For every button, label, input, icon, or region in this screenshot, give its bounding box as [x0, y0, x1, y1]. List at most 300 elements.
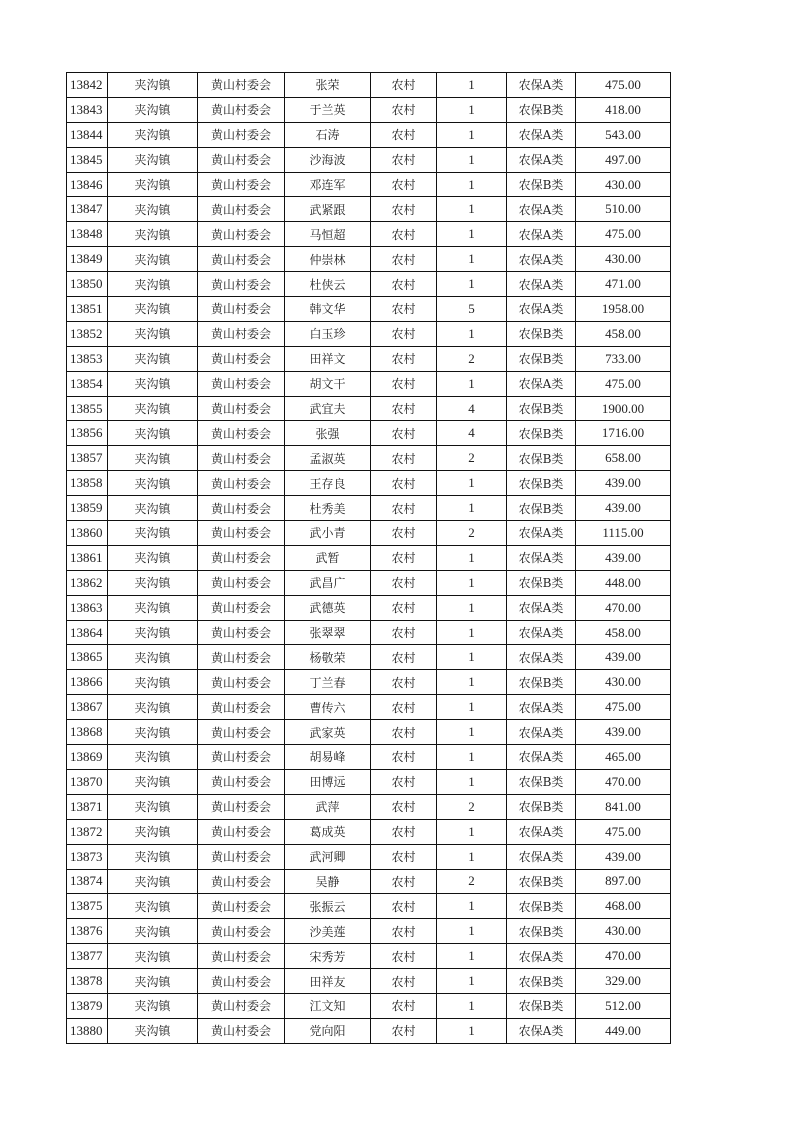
village-committee-cell: 黄山村委会	[198, 944, 285, 969]
town-cell: 夹沟镇	[108, 247, 198, 272]
area-type-cell: 农村	[371, 147, 437, 172]
insurance-category-cell: 农保A类	[507, 819, 576, 844]
amount-cell: 841.00	[576, 794, 671, 819]
table-row	[67, 670, 671, 695]
household-count-cell: 4	[437, 421, 507, 446]
household-count-cell: 1	[437, 471, 507, 496]
town-cell: 夹沟镇	[108, 720, 198, 745]
town-cell: 夹沟镇	[108, 272, 198, 297]
person-name-cell: 胡易峰	[285, 745, 371, 770]
town-cell: 夹沟镇	[108, 496, 198, 521]
table-row	[67, 745, 671, 770]
town-cell: 夹沟镇	[108, 944, 198, 969]
amount-cell: 439.00	[576, 645, 671, 670]
insurance-category-cell: 农保B类	[507, 396, 576, 421]
area-type-cell: 农村	[371, 73, 437, 98]
town-cell: 夹沟镇	[108, 471, 198, 496]
household-count-cell: 1	[437, 894, 507, 919]
record-id-cell: 13847	[67, 197, 108, 222]
household-count-cell: 1	[437, 993, 507, 1018]
record-id-cell: 13880	[67, 1018, 108, 1043]
person-name-cell: 武小青	[285, 521, 371, 546]
table-row	[67, 97, 671, 122]
amount-cell: 458.00	[576, 321, 671, 346]
household-count-cell: 5	[437, 297, 507, 322]
record-id-cell: 13874	[67, 869, 108, 894]
area-type-cell: 农村	[371, 670, 437, 695]
household-count-cell: 1	[437, 645, 507, 670]
village-committee-cell: 黄山村委会	[198, 969, 285, 994]
table-row	[67, 695, 671, 720]
area-type-cell: 农村	[371, 545, 437, 570]
person-name-cell: 王存良	[285, 471, 371, 496]
area-type-cell: 农村	[371, 944, 437, 969]
area-type-cell: 农村	[371, 247, 437, 272]
area-type-cell: 农村	[371, 446, 437, 471]
village-committee-cell: 黄山村委会	[198, 172, 285, 197]
record-id-cell: 13862	[67, 570, 108, 595]
household-count-cell: 1	[437, 944, 507, 969]
area-type-cell: 农村	[371, 371, 437, 396]
village-committee-cell: 黄山村委会	[198, 197, 285, 222]
village-committee-cell: 黄山村委会	[198, 471, 285, 496]
table-row	[67, 919, 671, 944]
town-cell: 夹沟镇	[108, 97, 198, 122]
record-id-cell: 13867	[67, 695, 108, 720]
record-id-cell: 13864	[67, 620, 108, 645]
insurance-category-cell: 农保A类	[507, 521, 576, 546]
household-count-cell: 1	[437, 919, 507, 944]
person-name-cell: 武紧跟	[285, 197, 371, 222]
amount-cell: 430.00	[576, 172, 671, 197]
record-id-cell: 13848	[67, 222, 108, 247]
insurance-category-cell: 农保A类	[507, 620, 576, 645]
table-row	[67, 297, 671, 322]
person-name-cell: 孟淑英	[285, 446, 371, 471]
amount-cell: 329.00	[576, 969, 671, 994]
amount-cell: 470.00	[576, 944, 671, 969]
amount-cell: 418.00	[576, 97, 671, 122]
area-type-cell: 农村	[371, 471, 437, 496]
household-count-cell: 1	[437, 97, 507, 122]
area-type-cell: 农村	[371, 222, 437, 247]
insurance-category-cell: 农保A类	[507, 371, 576, 396]
village-committee-cell: 黄山村委会	[198, 993, 285, 1018]
area-type-cell: 农村	[371, 919, 437, 944]
household-count-cell: 1	[437, 222, 507, 247]
amount-cell: 471.00	[576, 272, 671, 297]
person-name-cell: 仲崇林	[285, 247, 371, 272]
person-name-cell: 白玉珍	[285, 321, 371, 346]
record-id-cell: 13877	[67, 944, 108, 969]
insurance-category-cell: 农保B类	[507, 97, 576, 122]
household-count-cell: 1	[437, 197, 507, 222]
household-count-cell: 2	[437, 521, 507, 546]
household-count-cell: 1	[437, 819, 507, 844]
table-row	[67, 969, 671, 994]
table-body	[67, 73, 671, 1044]
records-table	[66, 72, 671, 1044]
area-type-cell: 农村	[371, 720, 437, 745]
town-cell: 夹沟镇	[108, 396, 198, 421]
record-id-cell: 13873	[67, 844, 108, 869]
town-cell: 夹沟镇	[108, 446, 198, 471]
town-cell: 夹沟镇	[108, 122, 198, 147]
amount-cell: 439.00	[576, 471, 671, 496]
person-name-cell: 张翠翠	[285, 620, 371, 645]
table-row	[67, 396, 671, 421]
village-committee-cell: 黄山村委会	[198, 769, 285, 794]
amount-cell: 430.00	[576, 670, 671, 695]
table-row	[67, 346, 671, 371]
town-cell: 夹沟镇	[108, 645, 198, 670]
amount-cell: 468.00	[576, 894, 671, 919]
village-committee-cell: 黄山村委会	[198, 595, 285, 620]
table-row	[67, 1018, 671, 1043]
table-row	[67, 321, 671, 346]
table-row	[67, 471, 671, 496]
amount-cell: 1900.00	[576, 396, 671, 421]
record-id-cell: 13849	[67, 247, 108, 272]
town-cell: 夹沟镇	[108, 670, 198, 695]
person-name-cell: 武昌广	[285, 570, 371, 595]
household-count-cell: 2	[437, 446, 507, 471]
insurance-category-cell: 农保B类	[507, 869, 576, 894]
household-count-cell: 2	[437, 346, 507, 371]
amount-cell: 439.00	[576, 844, 671, 869]
area-type-cell: 农村	[371, 521, 437, 546]
village-committee-cell: 黄山村委会	[198, 272, 285, 297]
village-committee-cell: 黄山村委会	[198, 446, 285, 471]
village-committee-cell: 黄山村委会	[198, 545, 285, 570]
record-id-cell: 13855	[67, 396, 108, 421]
village-committee-cell: 黄山村委会	[198, 645, 285, 670]
person-name-cell: 田祥友	[285, 969, 371, 994]
town-cell: 夹沟镇	[108, 769, 198, 794]
town-cell: 夹沟镇	[108, 421, 198, 446]
table-row	[67, 869, 671, 894]
insurance-category-cell: 农保B类	[507, 769, 576, 794]
person-name-cell: 杨敬荣	[285, 645, 371, 670]
table-row	[67, 371, 671, 396]
amount-cell: 475.00	[576, 695, 671, 720]
household-count-cell: 1	[437, 769, 507, 794]
town-cell: 夹沟镇	[108, 1018, 198, 1043]
insurance-category-cell: 农保B类	[507, 894, 576, 919]
area-type-cell: 农村	[371, 297, 437, 322]
village-committee-cell: 黄山村委会	[198, 521, 285, 546]
record-id-cell: 13876	[67, 919, 108, 944]
record-id-cell: 13854	[67, 371, 108, 396]
town-cell: 夹沟镇	[108, 695, 198, 720]
village-committee-cell: 黄山村委会	[198, 371, 285, 396]
area-type-cell: 农村	[371, 570, 437, 595]
town-cell: 夹沟镇	[108, 869, 198, 894]
area-type-cell: 农村	[371, 97, 437, 122]
person-name-cell: 武河卿	[285, 844, 371, 869]
insurance-category-cell: 农保A类	[507, 122, 576, 147]
person-name-cell: 张荣	[285, 73, 371, 98]
record-id-cell: 13871	[67, 794, 108, 819]
record-id-cell: 13861	[67, 545, 108, 570]
town-cell: 夹沟镇	[108, 73, 198, 98]
record-id-cell: 13865	[67, 645, 108, 670]
area-type-cell: 农村	[371, 844, 437, 869]
town-cell: 夹沟镇	[108, 197, 198, 222]
insurance-category-cell: 农保A类	[507, 1018, 576, 1043]
record-id-cell: 13842	[67, 73, 108, 98]
village-committee-cell: 黄山村委会	[198, 844, 285, 869]
village-committee-cell: 黄山村委会	[198, 147, 285, 172]
person-name-cell: 武家英	[285, 720, 371, 745]
record-id-cell: 13843	[67, 97, 108, 122]
amount-cell: 465.00	[576, 745, 671, 770]
town-cell: 夹沟镇	[108, 371, 198, 396]
amount-cell: 470.00	[576, 769, 671, 794]
area-type-cell: 农村	[371, 197, 437, 222]
person-name-cell: 武宜夫	[285, 396, 371, 421]
insurance-category-cell: 农保A类	[507, 222, 576, 247]
amount-cell: 512.00	[576, 993, 671, 1018]
town-cell: 夹沟镇	[108, 993, 198, 1018]
record-id-cell: 13868	[67, 720, 108, 745]
record-id-cell: 13852	[67, 321, 108, 346]
record-id-cell: 13860	[67, 521, 108, 546]
area-type-cell: 农村	[371, 122, 437, 147]
area-type-cell: 农村	[371, 745, 437, 770]
town-cell: 夹沟镇	[108, 794, 198, 819]
village-committee-cell: 黄山村委会	[198, 496, 285, 521]
household-count-cell: 1	[437, 595, 507, 620]
table-row	[67, 446, 671, 471]
amount-cell: 733.00	[576, 346, 671, 371]
household-count-cell: 1	[437, 695, 507, 720]
household-count-cell: 1	[437, 172, 507, 197]
record-id-cell: 13875	[67, 894, 108, 919]
insurance-category-cell: 农保A类	[507, 73, 576, 98]
table-row	[67, 570, 671, 595]
table-row	[67, 421, 671, 446]
amount-cell: 448.00	[576, 570, 671, 595]
village-committee-cell: 黄山村委会	[198, 122, 285, 147]
amount-cell: 475.00	[576, 73, 671, 98]
insurance-category-cell: 农保B类	[507, 172, 576, 197]
table-row	[67, 620, 671, 645]
village-committee-cell: 黄山村委会	[198, 819, 285, 844]
town-cell: 夹沟镇	[108, 969, 198, 994]
person-name-cell: 石涛	[285, 122, 371, 147]
record-id-cell: 13866	[67, 670, 108, 695]
insurance-category-cell: 农保A类	[507, 720, 576, 745]
village-committee-cell: 黄山村委会	[198, 421, 285, 446]
record-id-cell: 13859	[67, 496, 108, 521]
household-count-cell: 1	[437, 122, 507, 147]
table-row	[67, 197, 671, 222]
record-id-cell: 13853	[67, 346, 108, 371]
table-row	[67, 645, 671, 670]
person-name-cell: 宋秀芳	[285, 944, 371, 969]
household-count-cell: 1	[437, 321, 507, 346]
amount-cell: 430.00	[576, 919, 671, 944]
town-cell: 夹沟镇	[108, 521, 198, 546]
table-row	[67, 720, 671, 745]
household-count-cell: 1	[437, 73, 507, 98]
table-row	[67, 944, 671, 969]
area-type-cell: 农村	[371, 346, 437, 371]
area-type-cell: 农村	[371, 496, 437, 521]
amount-cell: 1716.00	[576, 421, 671, 446]
person-name-cell: 田博远	[285, 769, 371, 794]
table-row	[67, 122, 671, 147]
household-count-cell: 1	[437, 147, 507, 172]
village-committee-cell: 黄山村委会	[198, 670, 285, 695]
household-count-cell: 1	[437, 247, 507, 272]
village-committee-cell: 黄山村委会	[198, 695, 285, 720]
town-cell: 夹沟镇	[108, 919, 198, 944]
insurance-category-cell: 农保B类	[507, 496, 576, 521]
amount-cell: 658.00	[576, 446, 671, 471]
town-cell: 夹沟镇	[108, 745, 198, 770]
village-committee-cell: 黄山村委会	[198, 794, 285, 819]
record-id-cell: 13870	[67, 769, 108, 794]
household-count-cell: 1	[437, 844, 507, 869]
village-committee-cell: 黄山村委会	[198, 869, 285, 894]
town-cell: 夹沟镇	[108, 620, 198, 645]
area-type-cell: 农村	[371, 645, 437, 670]
person-name-cell: 曹传六	[285, 695, 371, 720]
village-committee-cell: 黄山村委会	[198, 1018, 285, 1043]
insurance-category-cell: 农保A类	[507, 272, 576, 297]
record-id-cell: 13869	[67, 745, 108, 770]
household-count-cell: 1	[437, 670, 507, 695]
insurance-category-cell: 农保A类	[507, 645, 576, 670]
village-committee-cell: 黄山村委会	[198, 720, 285, 745]
record-id-cell: 13872	[67, 819, 108, 844]
record-id-cell: 13863	[67, 595, 108, 620]
area-type-cell: 农村	[371, 794, 437, 819]
person-name-cell: 杜秀美	[285, 496, 371, 521]
table-row	[67, 73, 671, 98]
table-row	[67, 147, 671, 172]
town-cell: 夹沟镇	[108, 321, 198, 346]
amount-cell: 510.00	[576, 197, 671, 222]
person-name-cell: 葛成英	[285, 819, 371, 844]
town-cell: 夹沟镇	[108, 545, 198, 570]
amount-cell: 475.00	[576, 819, 671, 844]
table-row	[67, 794, 671, 819]
amount-cell: 439.00	[576, 545, 671, 570]
record-id-cell: 13879	[67, 993, 108, 1018]
household-count-cell: 1	[437, 745, 507, 770]
table-row	[67, 272, 671, 297]
town-cell: 夹沟镇	[108, 222, 198, 247]
area-type-cell: 农村	[371, 1018, 437, 1043]
record-id-cell: 13856	[67, 421, 108, 446]
insurance-category-cell: 农保A类	[507, 595, 576, 620]
record-id-cell: 13850	[67, 272, 108, 297]
insurance-category-cell: 农保A类	[507, 745, 576, 770]
record-id-cell: 13878	[67, 969, 108, 994]
area-type-cell: 农村	[371, 993, 437, 1018]
insurance-category-cell: 农保B类	[507, 670, 576, 695]
amount-cell: 470.00	[576, 595, 671, 620]
village-committee-cell: 黄山村委会	[198, 620, 285, 645]
person-name-cell: 党向阳	[285, 1018, 371, 1043]
table-row	[67, 844, 671, 869]
amount-cell: 497.00	[576, 147, 671, 172]
village-committee-cell: 黄山村委会	[198, 570, 285, 595]
person-name-cell: 武暂	[285, 545, 371, 570]
record-id-cell: 13857	[67, 446, 108, 471]
household-count-cell: 1	[437, 570, 507, 595]
insurance-category-cell: 农保B类	[507, 321, 576, 346]
insurance-category-cell: 农保B类	[507, 346, 576, 371]
village-committee-cell: 黄山村委会	[198, 73, 285, 98]
amount-cell: 475.00	[576, 222, 671, 247]
household-count-cell: 2	[437, 794, 507, 819]
village-committee-cell: 黄山村委会	[198, 247, 285, 272]
person-name-cell: 武萍	[285, 794, 371, 819]
area-type-cell: 农村	[371, 695, 437, 720]
insurance-category-cell: 农保B类	[507, 446, 576, 471]
person-name-cell: 吴静	[285, 869, 371, 894]
village-committee-cell: 黄山村委会	[198, 321, 285, 346]
amount-cell: 449.00	[576, 1018, 671, 1043]
insurance-category-cell: 农保B类	[507, 794, 576, 819]
person-name-cell: 江文知	[285, 993, 371, 1018]
area-type-cell: 农村	[371, 172, 437, 197]
village-committee-cell: 黄山村委会	[198, 297, 285, 322]
household-count-cell: 1	[437, 1018, 507, 1043]
household-count-cell: 1	[437, 620, 507, 645]
area-type-cell: 农村	[371, 894, 437, 919]
area-type-cell: 农村	[371, 595, 437, 620]
village-committee-cell: 黄山村委会	[198, 894, 285, 919]
person-name-cell: 胡文干	[285, 371, 371, 396]
table-row	[67, 247, 671, 272]
town-cell: 夹沟镇	[108, 346, 198, 371]
table-row	[67, 496, 671, 521]
record-id-cell: 13844	[67, 122, 108, 147]
person-name-cell: 武德英	[285, 595, 371, 620]
insurance-category-cell: 农保B类	[507, 919, 576, 944]
table-row	[67, 521, 671, 546]
insurance-category-cell: 农保B类	[507, 471, 576, 496]
table-row	[67, 769, 671, 794]
household-count-cell: 1	[437, 272, 507, 297]
insurance-category-cell: 农保A类	[507, 197, 576, 222]
area-type-cell: 农村	[371, 969, 437, 994]
area-type-cell: 农村	[371, 272, 437, 297]
record-id-cell: 13851	[67, 297, 108, 322]
table-row	[67, 222, 671, 247]
insurance-category-cell: 农保A类	[507, 844, 576, 869]
insurance-category-cell: 农保A类	[507, 147, 576, 172]
table-row	[67, 595, 671, 620]
table-row	[67, 545, 671, 570]
insurance-category-cell: 农保A类	[507, 247, 576, 272]
household-count-cell: 1	[437, 720, 507, 745]
household-count-cell: 1	[437, 496, 507, 521]
person-name-cell: 韩文华	[285, 297, 371, 322]
household-count-cell: 4	[437, 396, 507, 421]
amount-cell: 430.00	[576, 247, 671, 272]
person-name-cell: 杜侠云	[285, 272, 371, 297]
person-name-cell: 马恒超	[285, 222, 371, 247]
person-name-cell: 邓连军	[285, 172, 371, 197]
village-committee-cell: 黄山村委会	[198, 396, 285, 421]
insurance-category-cell: 农保B类	[507, 993, 576, 1018]
